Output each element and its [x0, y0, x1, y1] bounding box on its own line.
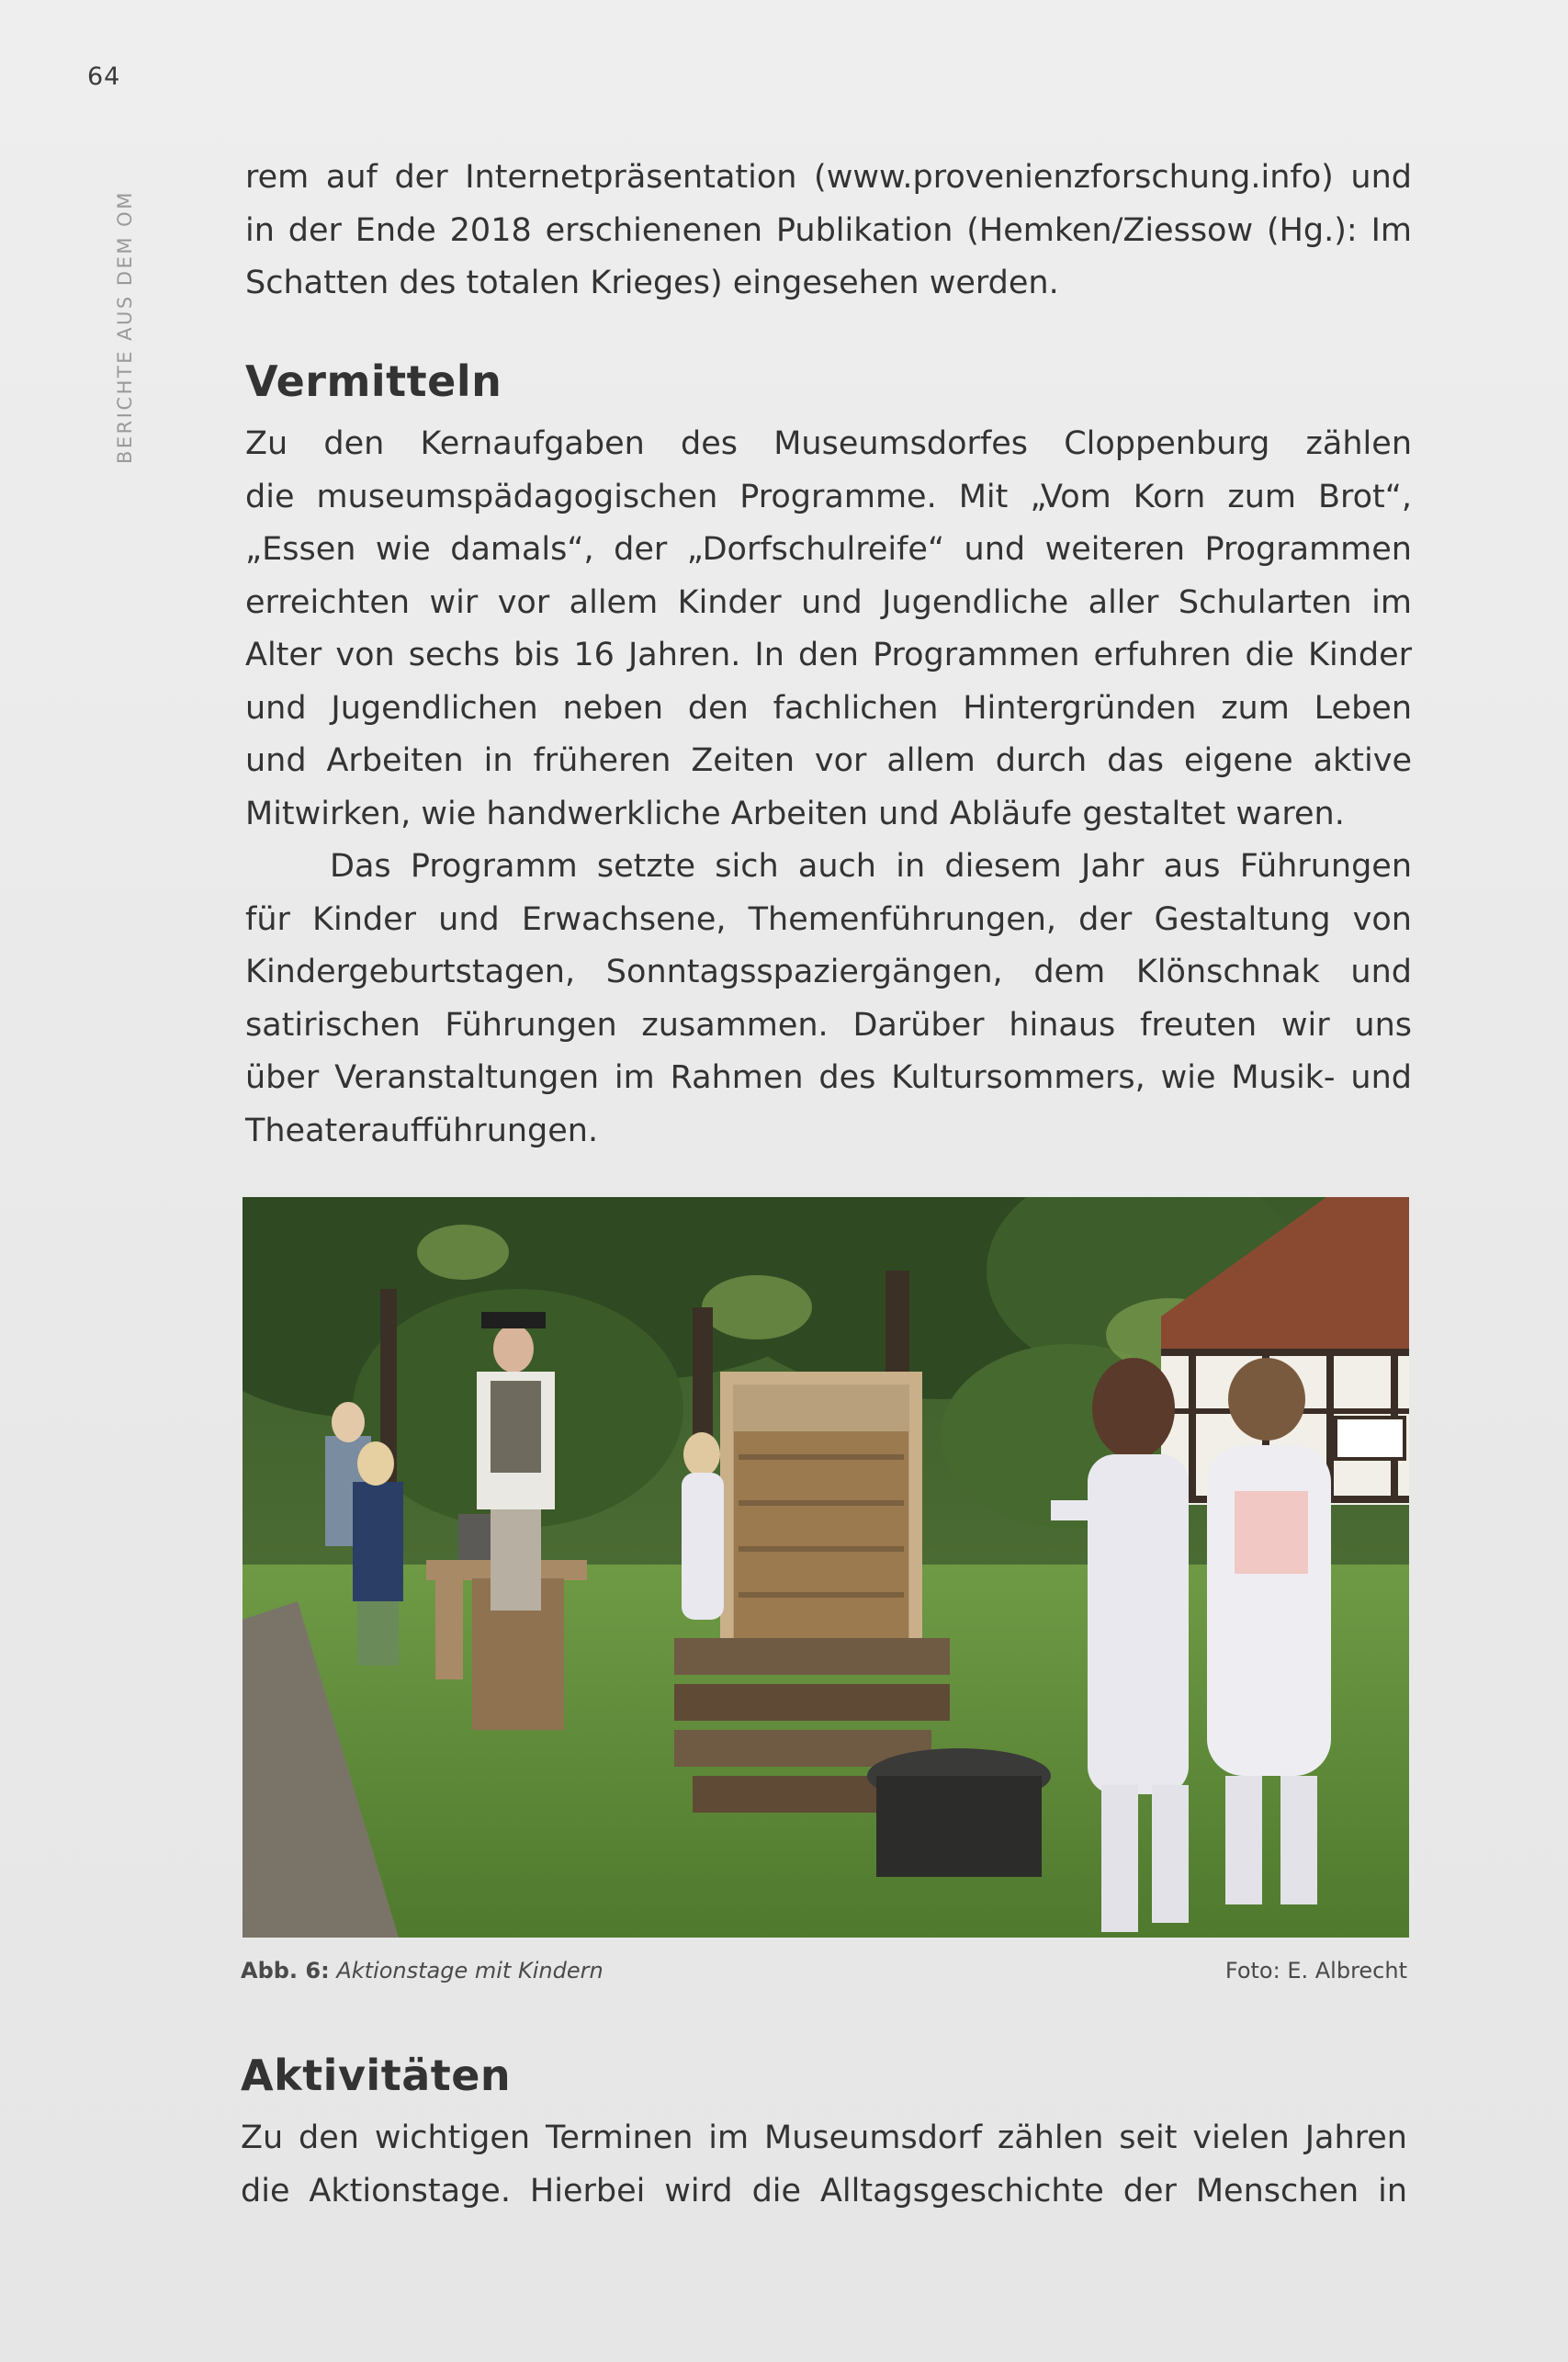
figure-photo	[243, 1197, 1409, 1938]
photo-illustration	[243, 1197, 1409, 1938]
text-line: Theateraufführungen.	[245, 1112, 599, 1149]
text-line: rem auf der Internetpräsentation (www.provenienzforschung.info) und	[245, 159, 1412, 196]
text-line: in der Ende 2018 erschienenen Publikation (Hemken/Ziessow (Hg.): Im	[245, 211, 1412, 249]
text-line: und Jugendlichen neben den fachlichen Hintergründen zum Leben	[245, 689, 1412, 727]
aktivitaeten-paragraph	[241, 2112, 1407, 2218]
text-line: Zu den wichtigen Terminen im Museumsdorf zählen seit vielen Jahren	[241, 2119, 1407, 2156]
wattle-frame	[720, 1372, 922, 1666]
text-line: Schatten des totalen Krieges) eingesehen werden.	[245, 265, 1059, 301]
figure-caption	[241, 1958, 604, 1983]
intro-paragraph	[245, 152, 1412, 311]
vermitteln-paragraph-2	[245, 841, 1412, 1158]
page-number: 64	[87, 62, 121, 91]
section-heading-aktivitaeten: Aktivitäten	[241, 2051, 512, 2100]
text-line: die museumspädagogischen Programme. Mit „Vom Korn zum Brot“,	[245, 478, 1412, 515]
text-line: satirischen Führungen zusammen. Darüber hinaus freuten wir uns	[245, 1006, 1412, 1044]
text-line: über Veranstaltungen im Rahmen des Kultursommers, wie Musik- und	[245, 1059, 1412, 1096]
figure-title: Aktionstage mit Kindern	[336, 1958, 604, 1983]
text-line: Kindergeburtstagen, Sonntagsspaziergängen, dem Klönschnak und	[245, 954, 1412, 990]
text-line: „Essen wie damals“, der „Dorfschulreife“ und weiteren Programmen	[245, 531, 1412, 568]
text-line: Mitwirken, wie handwerkliche Arbeiten und Abläufe gestaltet waren.	[245, 795, 1345, 832]
text-line: erreichten wir vor allem Kinder und Jugendliche aller Schularten im	[245, 583, 1412, 621]
text-line: für Kinder und Erwachsene, Themenführungen, der Gestaltung von	[245, 900, 1412, 938]
text-line: Alter von sechs bis 16 Jahren. In den Programmen erfuhren die Kinder	[245, 637, 1412, 673]
text-line: und Arbeiten in früheren Zeiten vor allem durch das eigene aktive	[245, 742, 1412, 779]
section-heading-vermitteln: Vermitteln	[245, 356, 502, 406]
vermitteln-paragraph-1	[245, 418, 1412, 841]
figure-label: Abb. 6:	[241, 1958, 330, 1983]
running-head: BERICHTE AUS DEM OM	[114, 190, 136, 464]
photo-credit: Foto: E. Albrecht	[1224, 1958, 1407, 1983]
child-background	[682, 1432, 724, 1620]
text-line: Zu den Kernaufgaben des Museumsdorfes Cloppenburg zählen	[245, 425, 1412, 462]
text-line: Das Programm setzte sich auch in diesem Jahr aus Führungen	[330, 848, 1412, 885]
text-line: die Aktionstage. Hierbei wird die Alltagsgeschichte der Menschen in	[241, 2172, 1407, 2209]
